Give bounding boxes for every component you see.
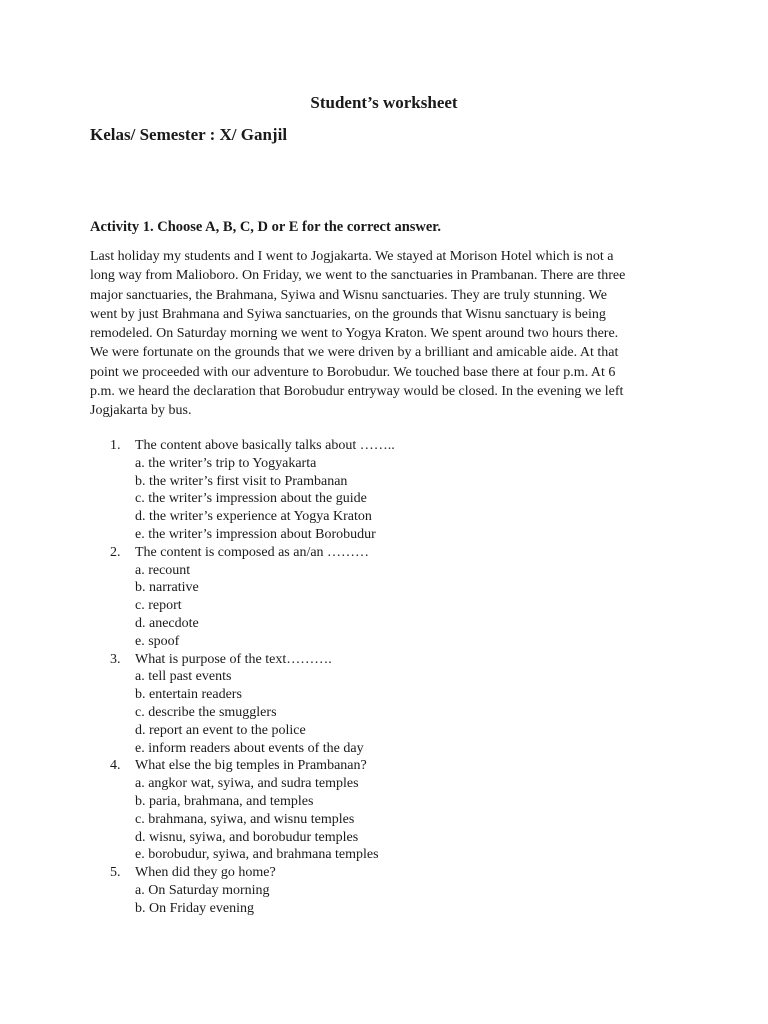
passage-line: long way from Malioboro. On Friday, we went to the sanctuaries in Prambanan. There are three: [90, 268, 626, 284]
answer-option: e. the writer’s impression about Borobudur: [135, 526, 376, 542]
answer-option: e. spoof: [135, 633, 180, 649]
answer-options: [110, 668, 670, 757]
question-text: When did they go home?: [135, 865, 276, 881]
passage-line: point we proceeded with our adventure to Borobudur. We touched base there at four p.m. At 6: [90, 364, 616, 380]
answer-option: d. anecdote: [135, 615, 199, 631]
question-text: The content is composed as an/an ………: [135, 544, 370, 560]
answer-options: [110, 562, 670, 651]
answer-option: c. brahmana, syiwa, and wisnu temples: [135, 811, 355, 827]
answer-options: [110, 882, 670, 918]
class-info: Kelas/ Semester : X/ Ganjil: [90, 125, 288, 144]
passage-line: went by just Brahmana and Syiwa sanctuaries, on the grounds that Wisnu sanctuary is being: [90, 306, 606, 322]
answer-option: c. describe the smugglers: [135, 704, 277, 720]
answer-option: a. On Saturday morning: [135, 882, 270, 898]
answer-option: b. entertain readers: [135, 687, 242, 703]
question-number: 2.: [110, 544, 121, 560]
question-item: [110, 437, 670, 544]
passage-line: Jogjakarta by bus.: [90, 403, 192, 419]
question-number: 3.: [110, 651, 121, 667]
answer-option: c. the writer’s impression about the guide: [135, 491, 367, 507]
answer-options: [110, 455, 670, 544]
question-row: [110, 651, 670, 669]
passage-line: We were fortunate on the grounds that we were driven by a brilliant and amicable aide. At that: [90, 345, 619, 361]
answer-option: e. borobudur, syiwa, and brahmana temples: [135, 847, 379, 863]
question-item: [110, 544, 670, 651]
page-title: Student’s worksheet: [310, 93, 458, 112]
answer-option: b. the writer’s first visit to Prambanan: [135, 473, 348, 489]
activity-heading: Activity 1. Choose A, B, C, D or E for the correct answer.: [90, 219, 442, 235]
answer-option: d. wisnu, syiwa, and borobudur temples: [135, 829, 359, 845]
passage-line: p.m. we heard the declaration that Borobudur entryway would be closed. In the evening we left: [90, 384, 624, 400]
answer-option: d. the writer’s experience at Yogya Kraton: [135, 509, 372, 525]
answer-option: b. paria, brahmana, and temples: [135, 793, 314, 809]
question-item: [110, 757, 670, 864]
question-number: 5.: [110, 865, 121, 881]
answer-option: b. On Friday evening: [135, 900, 254, 916]
reading-passage: [90, 247, 670, 421]
question-text: What else the big temples in Prambanan?: [135, 758, 367, 774]
question-row: [110, 864, 670, 882]
question-item: [110, 651, 670, 758]
answer-option: a. angkor wat, syiwa, and sudra temples: [135, 776, 359, 792]
answer-option: e. inform readers about events of the day: [135, 740, 364, 756]
answer-option: a. tell past events: [135, 669, 232, 685]
answer-options: [110, 775, 670, 864]
passage-line: Last holiday my students and I went to Jogjakarta. We stayed at Morison Hotel which is not a: [90, 249, 614, 264]
question-row: [110, 544, 670, 562]
question-text: The content above basically talks about ……..: [135, 438, 395, 453]
question-item: [110, 864, 670, 917]
question-text: What is purpose of the text……….: [135, 651, 332, 667]
passage-line: major sanctuaries, the Brahmana, Syiwa and Wisnu sanctuaries. They are truly stunning. We: [90, 287, 607, 303]
question-number: 4.: [110, 758, 121, 774]
answer-option: c. report: [135, 598, 182, 614]
question-number: 1.: [110, 438, 121, 453]
question-row: [110, 757, 670, 775]
answer-option: a. the writer’s trip to Yogyakarta: [135, 455, 317, 471]
question-row: [110, 437, 670, 455]
question-list: [110, 437, 670, 918]
answer-option: a. recount: [135, 562, 191, 578]
passage-line: remodeled. On Saturday morning we went to Yogya Kraton. We spent around two hours there.: [90, 326, 619, 342]
answer-option: d. report an event to the police: [135, 722, 306, 738]
answer-option: b. narrative: [135, 580, 199, 596]
